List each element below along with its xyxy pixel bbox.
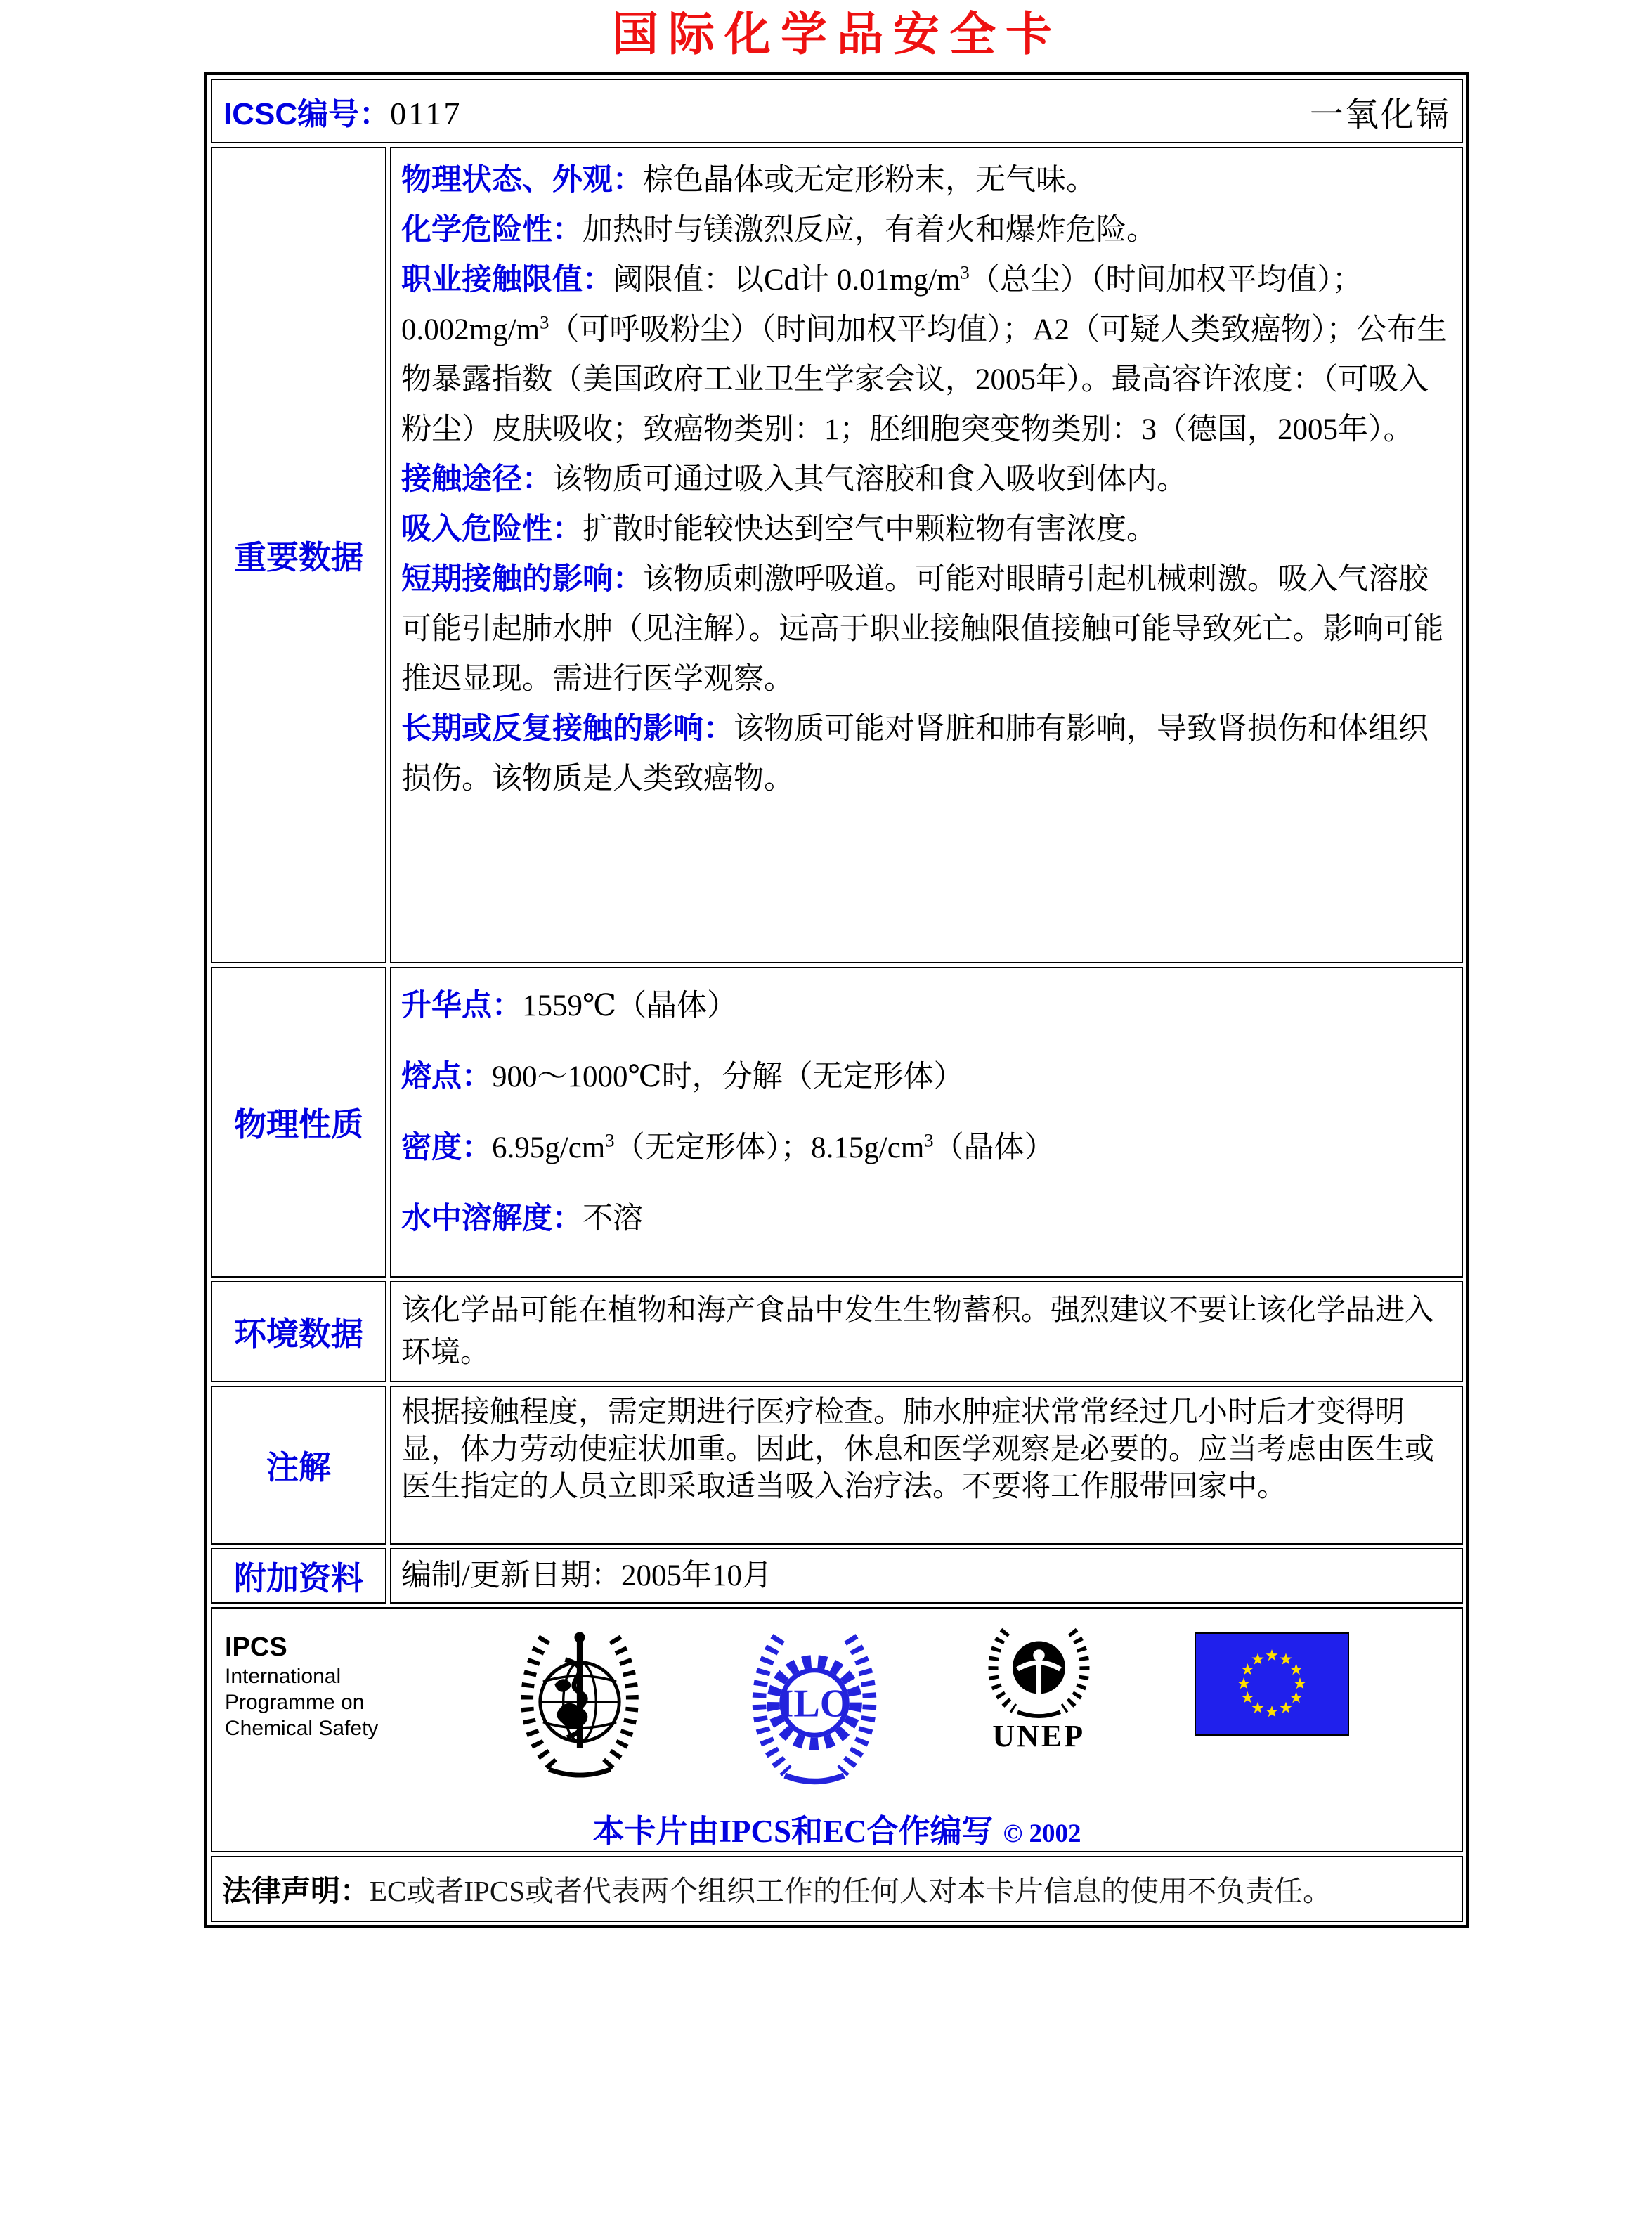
section-content-environmental-data [401, 1289, 1450, 1374]
section-row-notes [211, 1386, 1463, 1545]
paragraph: 长期或反复接触的影响：该物质可能对肾脏和肺有影响，导致肾损伤和体组织损伤。该物质是人类致癌物。 [401, 712, 1429, 796]
legal-row [211, 1856, 1463, 1922]
header-row [211, 79, 1463, 143]
icsc-number-value: 0117 [390, 96, 462, 132]
section-content-notes [401, 1394, 1450, 1506]
section-row-important-data [211, 147, 1463, 963]
legal-label: 法律声明： [222, 1874, 370, 1908]
card-header [223, 87, 1450, 136]
paragraph: 根据接触程度，需定期进行医疗检查。肺水肿症状常常经过几小时后才变得明显，体力劳动使症状加重。因此，休息和医学观察是必要的。应当考虑由医生或医生指定的人员立即采取适当吸入治疗法。不要将工作服带回家中。 [401, 1396, 1435, 1504]
section-label-physical-properties: 物理性质 [211, 967, 386, 1278]
eu-flag-icon [1195, 1632, 1349, 1736]
icsc-number-label: ICSC编号： [223, 97, 391, 132]
paragraph: 熔点：900～1000℃时，分解（无定形体） [401, 1060, 964, 1094]
paragraph: 接触途径：该物质可通过吸入其气溶胶和食入吸收到体内。 [401, 462, 1187, 497]
unep-label: UNEP [992, 1719, 1086, 1754]
ipcs-line: Programme on [225, 1691, 365, 1715]
chemical-name: 一氧化镉 [1309, 96, 1450, 134]
credit-line [212, 1805, 1462, 1851]
unep-block [981, 1620, 1097, 1752]
logo-row [212, 1609, 1462, 1795]
ipcs-line: Chemical Safety [225, 1717, 379, 1741]
ilo-emblem-icon [746, 1620, 883, 1795]
paragraph: 编制/更新日期：2005年10月 [401, 1559, 772, 1593]
section-label-notes: 注解 [211, 1386, 386, 1545]
icsc-card-table [204, 72, 1469, 1928]
paragraph: 密度：$6.95g/cm^3$（无定形体）；$8.15g/cm^3$（晶体） [401, 1129, 1055, 1165]
paragraph: 职业接触限值：阈限值：以Cd计 $0.01mg/m^3$（总尘）（时间加权平均值）；$0.002mg/m^3$（可呼吸粉尘）（时间加权平均值）；A2（可疑人类致癌物）；公布生物暴露指数（美国政府工业卫生学家会议，2005年）。最高容许浓度：（可吸入粉尘）皮肤吸收；致癌物类别：1；胚细胞突变物类别：3（德国，2005年）。 [401, 261, 1448, 447]
section-label-important-data: 重要数据 [211, 147, 386, 963]
paragraph: 短期接触的影响：该物质刺激呼吸道。可能对眼睛引起机械刺激。吸入气溶胶可能引起肺水肿（见注解）。远高于职业接触限值接触可能导致死亡。影响可能推迟显现。需进行医学观察。 [401, 562, 1444, 696]
paragraph: 化学危险性：加热时与镁激烈反应，有着火和爆炸危险。 [401, 213, 1157, 247]
unep-emblem-icon [981, 1620, 1097, 1725]
section-content-additional-info [401, 1551, 1450, 1601]
paragraph: 物理状态、外观：棕色晶体或无定形粉末，无气味。 [401, 163, 1096, 197]
legal-text: EC或者IPCS或者代表两个组织工作的任何人对本卡片信息的使用不负责任。 [370, 1875, 1332, 1908]
section-row-environmental-data [211, 1281, 1463, 1382]
section-row-physical-properties [211, 967, 1463, 1278]
ipcs-text-block [225, 1631, 415, 1741]
paragraph: 水中溶解度：不溶 [401, 1202, 643, 1236]
paragraph: 升华点：1559℃（晶体） [401, 989, 738, 1023]
svg-text:ILO: ILO [778, 1682, 850, 1726]
credit-year: © 2002 [1003, 1819, 1081, 1849]
credit-text: 本卡片由IPCS和EC合作编写 [592, 1814, 994, 1850]
page-title: 国际化学品安全卡 [612, 9, 1062, 60]
section-label-additional-info: 附加资料 [211, 1548, 386, 1604]
section-content-important-data [401, 155, 1450, 804]
section-row-additional-info [211, 1548, 1463, 1604]
ipcs-line: International [225, 1665, 342, 1689]
section-label-environmental-data: 环境数据 [211, 1281, 386, 1382]
section-content-physical-properties [401, 981, 1450, 1244]
icsc-number-group [223, 89, 462, 134]
paragraph: 该化学品可能在植物和海产食品中发生生物蓄积。强烈建议不要让该化学品进入环境。 [401, 1294, 1435, 1370]
footer-row [211, 1607, 1463, 1852]
ipcs-title: IPCS [225, 1632, 287, 1663]
who-emblem-icon [512, 1620, 647, 1790]
paragraph: 吸入危险性：扩散时能较快达到空气中颗粒物有害浓度。 [401, 512, 1157, 547]
